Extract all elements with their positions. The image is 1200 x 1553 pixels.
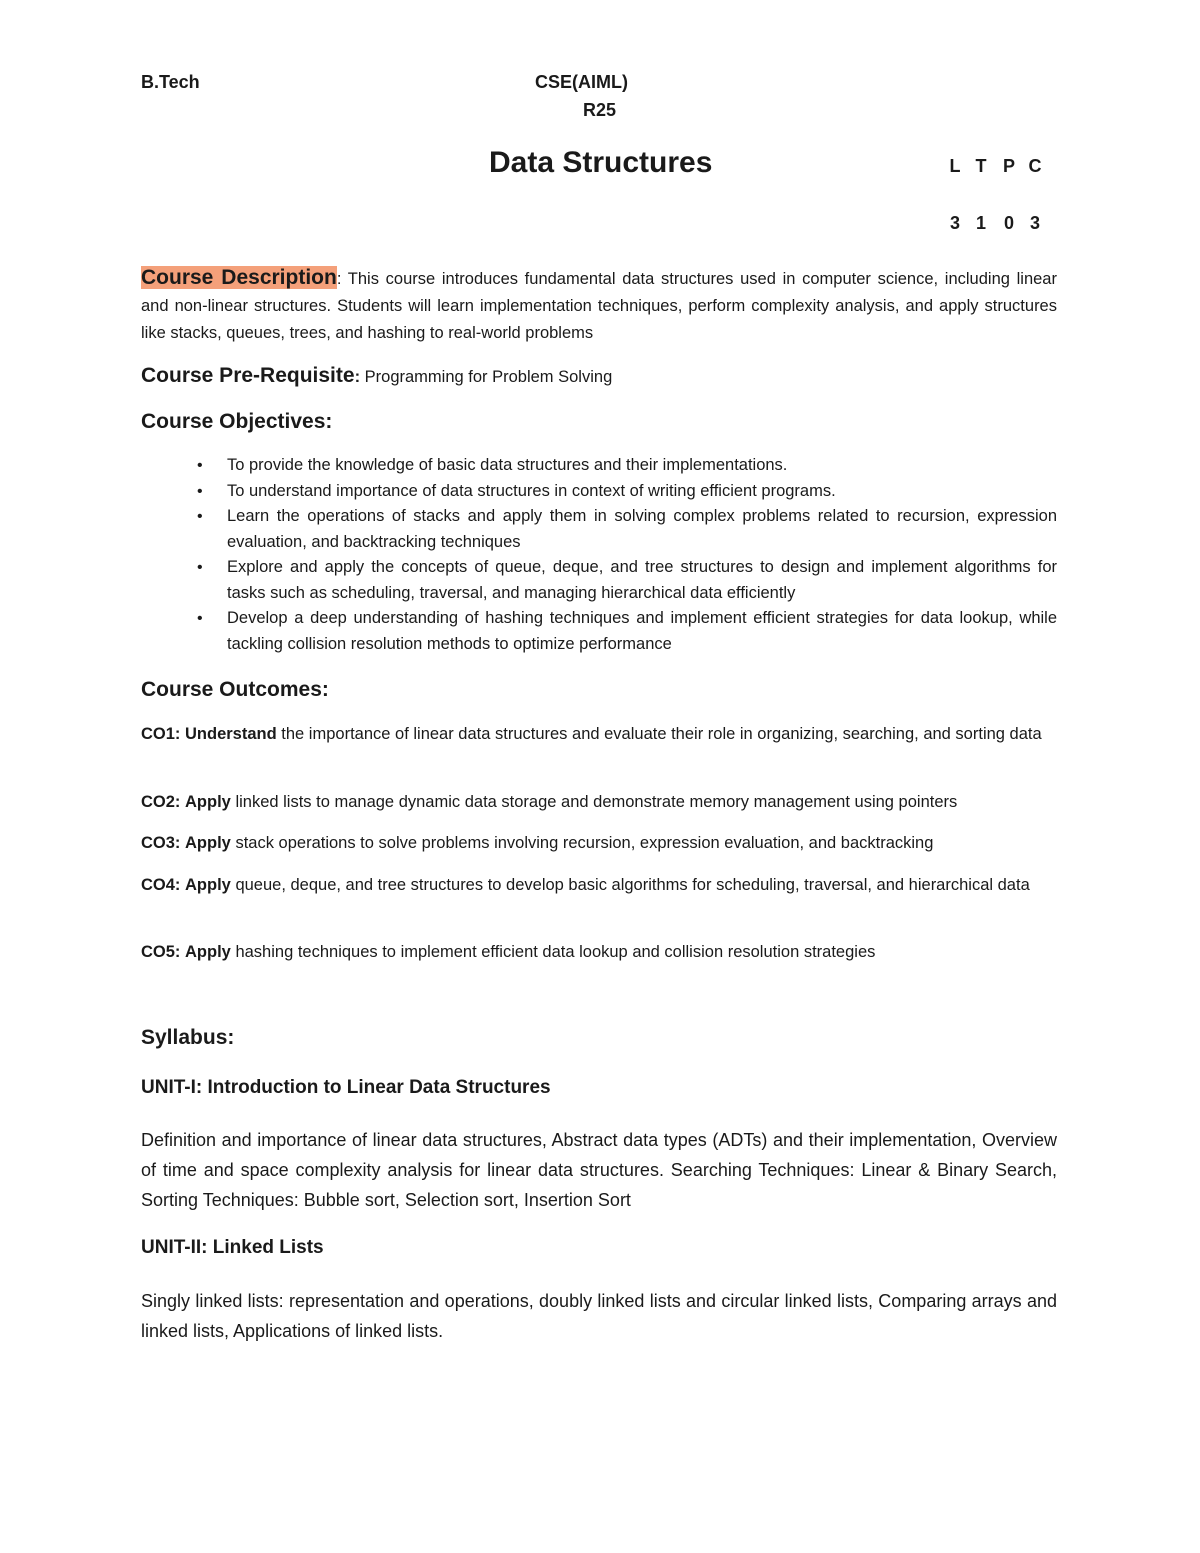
ltpc-value-t: 1 [975, 213, 986, 233]
list-item: • Learn the operations of stacks and apply them in solving complex problems related to recursion, expression evaluation, and backtracking techniques [141, 504, 1057, 555]
bullet-icon: • [197, 508, 203, 525]
course-prerequisite [141, 362, 1057, 391]
description-label: Course Description [141, 266, 337, 289]
description-sep: : [336, 270, 342, 288]
outcome-co3: CO3: Apply stack operations to solve problems involving recursion, expression evaluation, and backtracking [141, 834, 934, 852]
outcome-co4: CO4: Apply queue, deque, and tree structures to develop basic algorithms for scheduling, traversal, and hierarchical data [141, 876, 1030, 894]
outcome-co5: CO5: Apply hashing techniques to implement efficient data lookup and collision resolution strategies [141, 943, 876, 961]
course-description [141, 264, 1057, 347]
ltpc-value-l: 3 [949, 213, 960, 233]
ltpc-label-t: T [975, 156, 987, 176]
ltpc-labels [944, 156, 1048, 177]
program-label: B.Tech [141, 72, 200, 92]
bullet-icon: • [197, 457, 203, 474]
list-item: • To provide the knowledge of basic data structures and their implementations. [141, 453, 1057, 479]
branch-label: CSE(AIML) [535, 72, 628, 92]
course-title: Data Structures [489, 146, 713, 179]
ltpc-value-p: 0 [1003, 213, 1014, 233]
bullet-icon: • [197, 559, 203, 576]
ltpc-label-p: P [1002, 156, 1015, 176]
outcome-co1: CO1: Understand the importance of linear data structures and evaluate their role in organizing, searching, and sorting data [141, 725, 1042, 743]
ltpc-values [944, 213, 1048, 234]
bullet-icon: • [197, 482, 203, 500]
objectives-heading: Course Objectives: [141, 410, 333, 433]
ltpc-label-l: L [949, 156, 961, 176]
list-item: • Develop a deep understanding of hashing techniques and implement efficient strategies for data lookup, while tackling collision resolution methods to optimize performance [141, 606, 1057, 657]
outcome-co2: CO2: Apply linked lists to manage dynamic data storage and demonstrate memory management using pointers [141, 793, 958, 811]
prereq-label: Course Pre-Requisite [141, 364, 355, 387]
unit-2-title: UNIT-II: Linked Lists [141, 1237, 324, 1258]
ltpc-label-c: C [1028, 156, 1042, 176]
unit-1-body: Definition and importance of linear data structures, Abstract data types (ADTs) and their implementation, Overview of time and space complexity analysis for linear data structures. Searching Techniques: Linear & Binary Search, Sorting Techniques: Bubble sort, Selection sort, Insertion Sort [141, 1130, 1057, 1210]
description-text: This course introduces fundamental data structures used in computer science, including linear and non-linear structures. Students will learn implementation techniques, perform complexity analysis, and apply structures like stacks, queues, trees, and hashing to real-world problems [141, 270, 1057, 342]
ltpc-value-c: 3 [1029, 213, 1040, 233]
prereq-sep: : [354, 368, 361, 386]
prereq-text: Programming for Problem Solving [360, 368, 613, 386]
unit-1-title: UNIT-I: Introduction to Linear Data Structures [141, 1077, 551, 1098]
list-item: • Explore and apply the concepts of queue, deque, and tree structures to design and implement algorithms for tasks such as scheduling, traversal, and managing hierarchical data efficiently [141, 555, 1057, 606]
objectives-list [141, 453, 1057, 657]
outcomes-heading: Course Outcomes: [141, 678, 329, 701]
unit-2-body: Singly linked lists: representation and operations, doubly linked lists and circular linked lists, Comparing arrays and linked lists, Applications of linked lists. [141, 1291, 1057, 1341]
regulation-label: R25 [583, 100, 617, 120]
syllabus-heading: Syllabus: [141, 1026, 235, 1049]
list-item: • To understand importance of data structures in context of writing efficient programs. [141, 479, 1057, 505]
bullet-icon: • [197, 610, 203, 627]
